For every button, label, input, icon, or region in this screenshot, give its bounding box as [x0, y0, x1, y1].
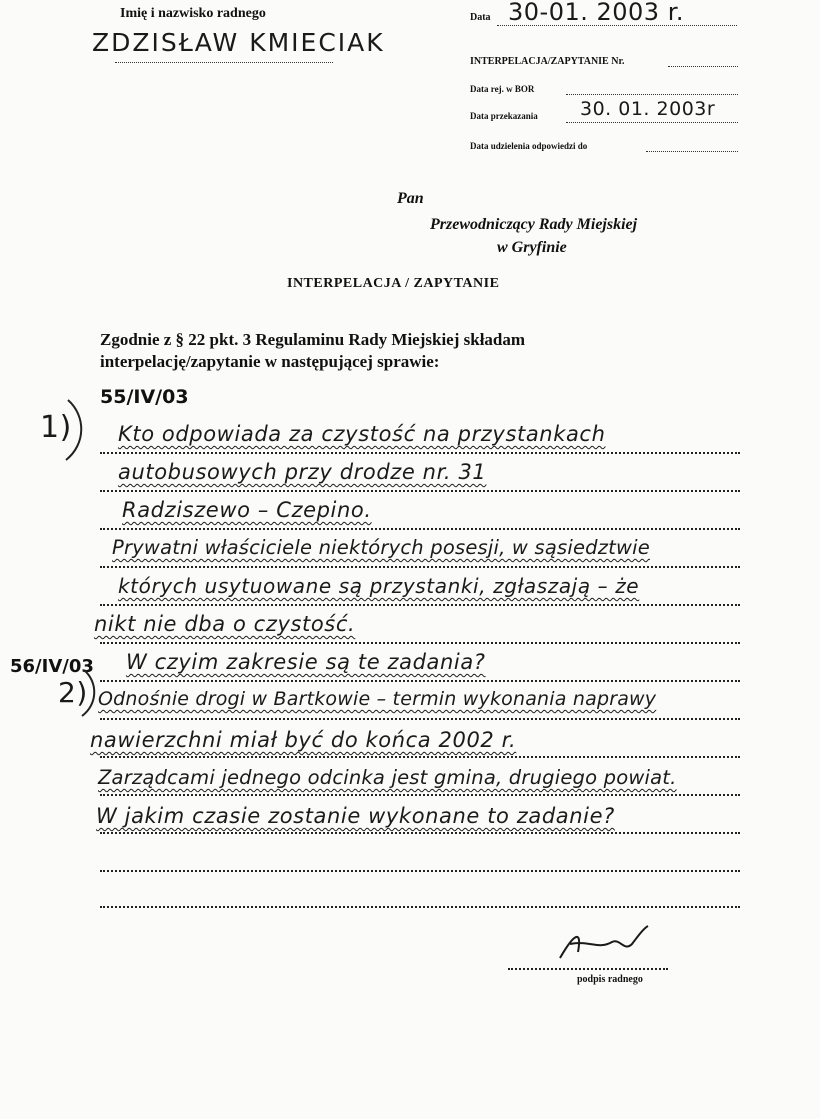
- interp-no-label: INTERPELACJA/ZAPYTANIE Nr.: [470, 56, 625, 67]
- signature-dotted-line: [508, 968, 668, 970]
- name-dotted-line: [115, 62, 333, 63]
- writing-line: [100, 452, 740, 454]
- item-1-line-5: których usytuowane są przystanki, zgłaszają – że: [118, 574, 640, 598]
- writing-line: [100, 870, 740, 872]
- writing-line: [100, 906, 740, 908]
- item-1-line-6: nikt nie dba o czystość.: [94, 612, 356, 636]
- date-label: Data: [470, 12, 491, 23]
- transfer-date-value: 30. 01. 2003r: [580, 98, 716, 120]
- reg-date-label: Data rej. w BOR: [470, 84, 535, 94]
- writing-line: [100, 604, 740, 606]
- item-2-line-1: Odnośnie drogi w Bartkowie – termin wykonania naprawy: [98, 688, 657, 710]
- writing-line: [100, 756, 740, 758]
- signature-label: podpis radnego: [577, 974, 643, 985]
- item-2-line-2: nawierzchni miał być do końca 2002 r.: [90, 728, 517, 752]
- writing-line: [100, 680, 740, 682]
- writing-line: [100, 528, 740, 530]
- intro-line-2: interpelację/zapytanie w następującej sprawie:: [100, 352, 440, 371]
- writing-line: [100, 642, 740, 644]
- writing-line: [100, 832, 740, 834]
- interp-no-dotted-line: [668, 66, 738, 67]
- date-dotted-line: [497, 25, 737, 26]
- writing-line: [100, 490, 740, 492]
- document-title: INTERPELACJA / ZAPYTANIE: [287, 276, 500, 291]
- item-1-line-2: autobusowych przy drodze nr. 31: [118, 460, 487, 484]
- writing-line: [100, 718, 740, 720]
- addressee-line-1: Pan: [397, 190, 424, 207]
- item-2-line-3: Zarządcami jednego odcinka jest gmina, drugiego powiat.: [98, 766, 677, 789]
- transfer-date-dotted-line: [566, 122, 738, 123]
- item-1-line-4: Prywatni właściciele niektórych posesji, w sąsiedztwie: [112, 536, 650, 559]
- writing-line: [100, 794, 740, 796]
- name-label: Imię i nazwisko radnego: [120, 6, 266, 21]
- item-2-line-4: W jakim czasie zostanie wykonane to zadanie?: [96, 804, 615, 828]
- answer-date-label: Data udzielenia odpowiedzi do: [470, 141, 588, 151]
- item-1-number: 1): [40, 410, 72, 445]
- item-2-registry-number: 56/IV/03: [10, 656, 94, 677]
- item-1-registry-number: 55/IV/03: [100, 386, 189, 408]
- reg-date-dotted-line: [566, 94, 738, 95]
- name-value: ZDZISŁAW KMIECIAK: [92, 28, 385, 57]
- addressee-line-2: Przewodniczący Rady Miejskiej: [430, 216, 638, 233]
- item-1-line-3: Radziszewo – Czepino.: [122, 498, 372, 522]
- item-1-line-1: Kto odpowiada za czystość na przystankach: [118, 422, 606, 446]
- writing-line: [100, 566, 740, 568]
- addressee-line-3: w Gryfinie: [497, 239, 567, 256]
- transfer-date-label: Data przekazania: [470, 111, 538, 121]
- signature-mark: [520, 922, 670, 970]
- date-value: 30-01. 2003 r.: [508, 0, 684, 26]
- answer-date-dotted-line: [646, 151, 738, 152]
- item-1-bracket: [58, 398, 88, 462]
- item-1-line-7: W czyim zakresie są te zadania?: [126, 650, 486, 674]
- item-2-number: 2): [58, 676, 88, 709]
- intro-line-1: Zgodnie z § 22 pkt. 3 Regulaminu Rady Miejskiej składam: [100, 330, 526, 349]
